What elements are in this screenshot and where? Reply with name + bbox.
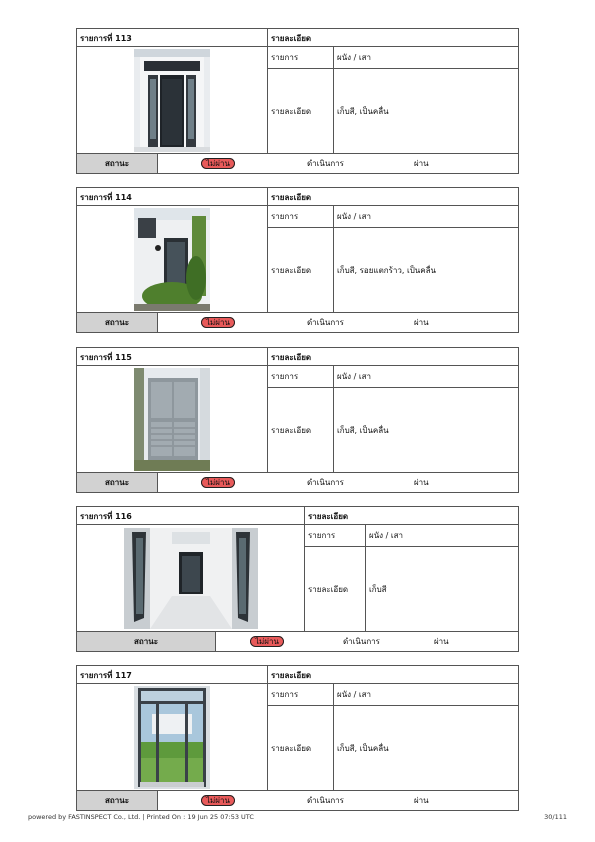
page-footer [28,813,567,821]
inspection-photo [77,684,268,790]
status-inprogress[interactable]: ดำเนินการ [306,318,344,327]
status-label: สถานะ [77,791,158,810]
status-fail-badge[interactable]: ไม่ผ่าน [201,795,235,806]
item-title: รายการที่ 113 [77,29,268,46]
item-label: รายการ [305,525,366,546]
status-fail-badge[interactable]: ไม่ผ่าน [250,636,284,647]
detail-header: รายละเอียด [271,671,312,680]
detail-header: รายละเอียด [271,193,312,202]
detail-value: เก็บสี [369,584,387,594]
item-title: รายการที่ 116 [77,507,305,524]
item-label: รายการ [268,47,334,68]
inspection-photo [77,366,268,472]
inspection-item-115 [76,347,519,493]
detail-header: รายละเอียด [308,512,349,521]
status-fail-badge[interactable]: ไม่ผ่าน [201,158,235,169]
status-inprogress[interactable]: ดำเนินการ [342,637,380,646]
detail-header: รายละเอียด [271,353,312,362]
item-label: รายการ [268,366,334,387]
item-value: ผนัง / เสา [337,372,371,381]
item-value: ผนัง / เสา [369,531,403,540]
status-pass[interactable]: ผ่าน [413,318,429,327]
item-title: รายการที่ 115 [77,348,268,365]
footer-credit: powered by FASTINSPECT Co., Ltd. | Printed On : 19 Jun 25 07:53 UTC [28,813,254,821]
status-pass[interactable]: ผ่าน [433,637,449,646]
item-label: รายการ [268,206,334,227]
status-label: สถานะ [77,632,216,651]
detail-value: เก็บสี, เป็นคลื่น [337,106,389,116]
status-label: สถานะ [77,313,158,332]
detail-header: รายละเอียด [271,34,312,43]
inspection-item-116 [76,506,519,652]
status-label: สถานะ [77,473,158,492]
status-pass[interactable]: ผ่าน [413,796,429,805]
status-fail-badge[interactable]: ไม่ผ่าน [201,317,235,328]
item-title: รายการที่ 117 [77,666,268,683]
detail-label: รายละเอียด [268,706,334,790]
detail-value: เก็บสี, รอยแตกร้าว, เป็นคลื่น [337,265,436,275]
inspection-item-114 [76,187,519,333]
inspection-photo [77,525,305,631]
inspection-photo [77,47,268,153]
status-inprogress[interactable]: ดำเนินการ [306,796,344,805]
detail-label: รายละเอียด [268,69,334,153]
detail-label: รายละเอียด [268,388,334,472]
detail-label: รายละเอียด [268,228,334,312]
detail-label: รายละเอียด [305,547,366,631]
status-fail-badge[interactable]: ไม่ผ่าน [201,477,235,488]
item-value: ผนัง / เสา [337,212,371,221]
detail-value: เก็บสี, เป็นคลื่น [337,743,389,753]
status-inprogress[interactable]: ดำเนินการ [306,159,344,168]
inspection-item-117 [76,665,519,811]
status-pass[interactable]: ผ่าน [413,478,429,487]
detail-value: เก็บสี, เป็นคลื่น [337,425,389,435]
inspection-item-113 [76,28,519,174]
item-value: ผนัง / เสา [337,53,371,62]
item-title: รายการที่ 114 [77,188,268,205]
page-number: 30/111 [544,813,567,821]
status-inprogress[interactable]: ดำเนินการ [306,478,344,487]
status-pass[interactable]: ผ่าน [413,159,429,168]
item-label: รายการ [268,684,334,705]
inspection-photo [77,206,268,312]
status-label: สถานะ [77,154,158,173]
item-value: ผนัง / เสา [337,690,371,699]
